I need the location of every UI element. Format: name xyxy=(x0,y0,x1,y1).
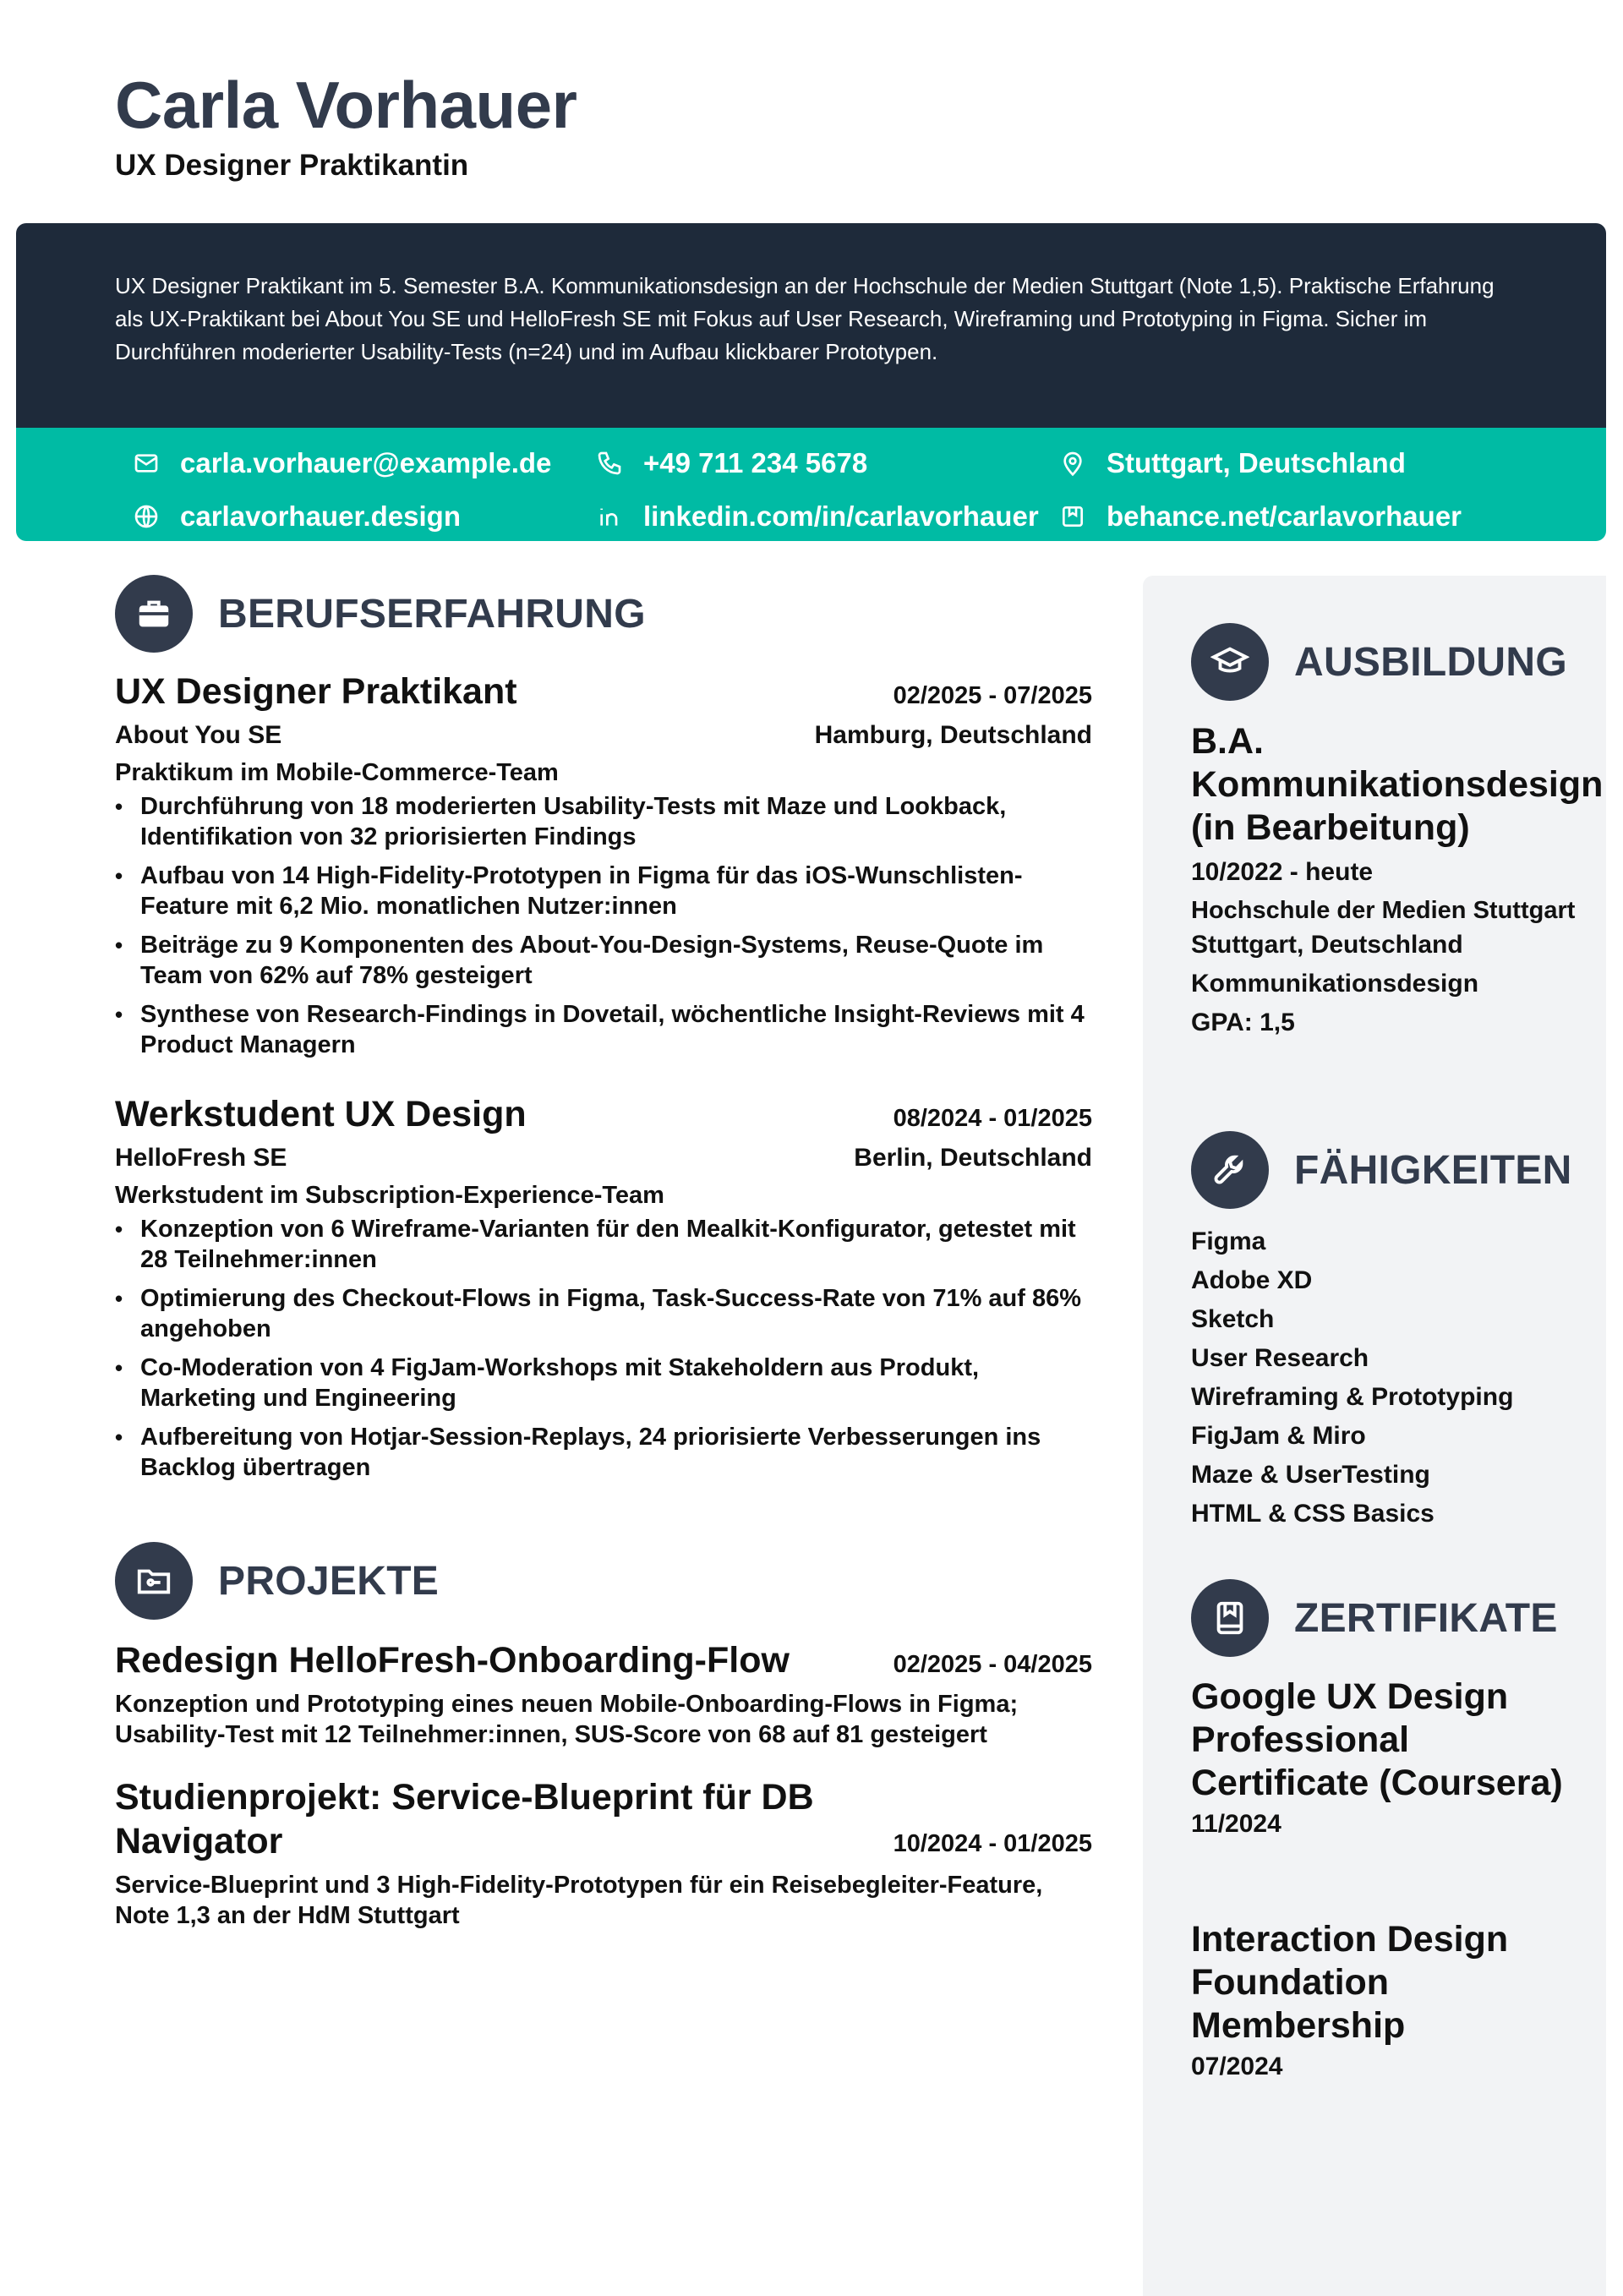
mail-icon xyxy=(131,448,161,478)
education-entry xyxy=(1191,720,1604,1042)
projects-heading-text: PROJEKTE xyxy=(218,1558,440,1604)
job-date: 02/2025 - 07/2025 xyxy=(893,682,1092,709)
contact-website-text: carlavorhauer.design xyxy=(180,500,461,532)
linkedin-icon xyxy=(594,501,625,532)
job-description: Praktikum im Mobile-Commerce-Team xyxy=(115,759,559,786)
skill-item: Maze & UserTesting xyxy=(1191,1461,1430,1489)
job-entry xyxy=(115,1092,1092,1491)
contact-email-text: carla.vorhauer@example.de xyxy=(180,447,552,478)
summary-text: UX Designer Praktikant im 5. Semester B.A. Kommunikationsdesign an der Hochschule der Medien Stuttgart (Note 1,5). Praktische Erfahrung als UX-Praktikant bei About You SE und HelloFresh SE mit Fokus auf User Research, Wireframing und Prototyping in Figma. Sicher im Durchführen moderierter Usability-Tests (n=24) und im Aufbau klickbarer Prototypen. xyxy=(16,223,1606,428)
bookmark-book-icon xyxy=(1191,1579,1269,1657)
globe-icon xyxy=(131,501,161,532)
job-company: About You SE xyxy=(115,721,282,749)
contact-linkedin-text: linkedin.com/in/carlavorhauer xyxy=(643,500,1039,532)
education-degree: B.A. Kommunikationsdesign (in Bearbeitung) xyxy=(1191,721,1604,848)
job-title: Werkstudent UX Design xyxy=(115,1094,527,1134)
candidate-name: Carla Vorhauer xyxy=(115,68,577,142)
job-location: Hamburg, Deutschland xyxy=(814,721,1092,749)
certificate-date: 11/2024 xyxy=(1191,1810,1281,1838)
experience-heading-text: BERUFSERFAHRUNG xyxy=(218,591,646,637)
wrench-icon xyxy=(1191,1131,1269,1209)
skills-heading xyxy=(1191,1131,1572,1209)
project-entry xyxy=(115,1638,1092,1750)
education-gpa: GPA: 1,5 xyxy=(1191,1009,1295,1036)
contact-email[interactable] xyxy=(131,441,594,485)
job-bullet: • Beiträge zu 9 Komponenten des About-You-Design-Systems, Reuse-Quote im Team von 62% auf 78% gesteigert xyxy=(115,930,1092,991)
certificate-entry xyxy=(1191,1918,1588,2086)
job-title: UX Designer Praktikant xyxy=(115,671,517,712)
projects-heading xyxy=(115,1542,439,1620)
contact-behance-text: behance.net/carlavorhauer xyxy=(1107,500,1462,532)
education-date: 10/2022 - heute xyxy=(1191,858,1374,886)
project-description: Service-Blueprint und 3 High-Fidelity-Prototypen für ein Reisebegleiter-Feature, Note 1,3 an der HdM Stuttgart xyxy=(115,1872,1043,1929)
job-description: Werkstudent im Subscription-Experience-Team xyxy=(115,1182,664,1209)
education-field: Kommunikationsdesign xyxy=(1191,970,1479,998)
certificate-title: Google UX Design Professional Certificate (Coursera) xyxy=(1191,1676,1563,1803)
skills-heading-text: FÄHIGKEITEN xyxy=(1294,1147,1572,1193)
certificate-entry xyxy=(1191,1676,1588,1844)
graduation-cap-icon xyxy=(1191,623,1269,701)
contact-behance[interactable] xyxy=(1057,495,1521,538)
job-bullet: • Optimierung des Checkout-Flows in Figma, Task-Success-Rate von 71% auf 86% angehoben xyxy=(115,1283,1092,1344)
map-pin-icon xyxy=(1057,448,1088,478)
project-description: Konzeption und Prototyping eines neuen Mobile-Onboarding-Flows in Figma; Usability-Test mit 12 Teilnehmer:innen, SUS-Score von 68 auf 81 gesteigert xyxy=(115,1691,1019,1748)
job-bullet: • Co-Moderation von 4 FigJam-Workshops mit Stakeholdern aus Produkt, Marketing und Engineering xyxy=(115,1353,1092,1413)
job-bullet: • Synthese von Research-Findings in Dovetail, wöchentliche Insight-Reviews mit 4 Product Managern xyxy=(115,999,1092,1060)
skill-item: Figma xyxy=(1191,1227,1266,1255)
contact-phone[interactable] xyxy=(594,441,1057,485)
education-heading-text: AUSBILDUNG xyxy=(1294,639,1567,685)
contact-phone-text: +49 711 234 5678 xyxy=(643,447,868,478)
skill-item: User Research xyxy=(1191,1344,1369,1372)
skill-item: Sketch xyxy=(1191,1305,1275,1333)
education-school: Hochschule der Medien Stuttgart xyxy=(1191,897,1576,924)
contact-website[interactable] xyxy=(131,495,594,538)
job-bullet: • Durchführung von 18 moderierten Usability-Tests mit Maze und Lookback, Identifikation von 32 priorisierten Findings xyxy=(115,791,1092,852)
job-company: HelloFresh SE xyxy=(115,1144,287,1172)
job-date: 08/2024 - 01/2025 xyxy=(893,1105,1092,1132)
contact-location xyxy=(1057,441,1521,485)
project-title: Studienprojekt: Service-Blueprint für DB Navigator xyxy=(115,1777,814,1861)
skills-list xyxy=(1191,1222,1588,1533)
contact-location-text: Stuttgart, Deutschland xyxy=(1107,447,1406,478)
summary-banner xyxy=(16,223,1606,541)
contact-bar xyxy=(16,428,1606,541)
certificates-heading-text: ZERTIFIKATE xyxy=(1294,1595,1558,1641)
portfolio-icon xyxy=(1057,501,1088,532)
skill-item: Adobe XD xyxy=(1191,1266,1313,1294)
job-bullet: • Aufbau von 14 High-Fidelity-Prototypen in Figma für das iOS-Wunschlisten-Feature mit 6,2 Mio. monatlichen Nutzer:innen xyxy=(115,861,1092,921)
job-entry xyxy=(115,670,1092,1069)
experience-heading xyxy=(115,575,646,653)
contact-linkedin[interactable] xyxy=(594,495,1057,538)
skill-item: Wireframing & Prototyping xyxy=(1191,1383,1514,1411)
folder-icon xyxy=(115,1542,193,1620)
job-bullets xyxy=(115,1214,1092,1483)
certificate-title: Interaction Design Foundation Membership xyxy=(1191,1919,1509,2046)
project-title: Redesign HelloFresh-Onboarding-Flow xyxy=(115,1640,790,1681)
certificates-heading xyxy=(1191,1579,1558,1657)
job-bullet: • Konzeption von 6 Wireframe-Varianten für den Mealkit-Konfigurator, getestet mit 28 Teilnehmer:innen xyxy=(115,1214,1092,1275)
project-date: 02/2025 - 04/2025 xyxy=(893,1651,1092,1678)
skill-item: HTML & CSS Basics xyxy=(1191,1500,1434,1528)
briefcase-icon xyxy=(115,575,193,653)
phone-icon xyxy=(594,448,625,478)
job-location: Berlin, Deutschland xyxy=(854,1144,1092,1172)
job-bullet: • Aufbereitung von Hotjar-Session-Replays, 24 priorisierte Verbesserungen ins Backlog übertragen xyxy=(115,1422,1092,1483)
resume-header xyxy=(115,63,577,183)
job-bullets xyxy=(115,791,1092,1060)
project-date: 10/2024 - 01/2025 xyxy=(893,1830,1092,1857)
project-entry xyxy=(115,1775,1092,1931)
education-location: Stuttgart, Deutschland xyxy=(1191,931,1463,959)
certificate-date: 07/2024 xyxy=(1191,2053,1283,2080)
education-heading xyxy=(1191,623,1567,701)
skill-item: FigJam & Miro xyxy=(1191,1422,1366,1450)
candidate-title: UX Designer Praktikantin xyxy=(115,149,469,182)
